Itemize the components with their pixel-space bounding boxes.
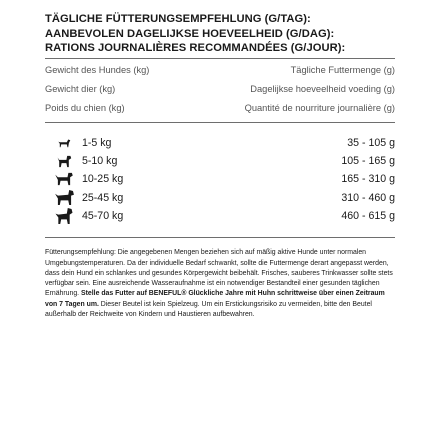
column-headers xyxy=(45,65,395,114)
daily-amount: 35 - 105 g xyxy=(347,136,395,149)
header-row-fr xyxy=(45,103,395,114)
table-row xyxy=(45,152,395,170)
safety-warning: Dieser Beutel ist kein Spielzeug. Um ein Erstickungsrisiko zu vermeiden, bitte den Beutel außerhalb der Reichweite von Kindern und Haustieren aufbewahren. xyxy=(45,300,372,318)
divider-headers xyxy=(45,122,395,123)
dog-giant-icon xyxy=(50,208,78,225)
header-row-nl xyxy=(45,84,395,95)
feeding-guide xyxy=(45,12,395,320)
weight-range: 10-25 kg xyxy=(82,173,124,186)
weight-range: 1-5 kg xyxy=(82,136,112,149)
header-weight-de: Gewicht des Hundes (kg) xyxy=(45,64,150,75)
header-row-de xyxy=(45,65,395,76)
weight-range: 45-70 kg xyxy=(82,210,124,223)
title-nl: AANBEVOLEN DAGELIJKSE HOEVEELHEID (G/DAG): xyxy=(45,27,335,40)
dog-tiny-icon xyxy=(50,138,78,148)
header-weight-nl: Gewicht dier (kg) xyxy=(45,83,116,94)
feeding-instructions xyxy=(45,248,395,320)
weight-range: 25-45 kg xyxy=(82,191,124,204)
instructions-bold: Stelle das Futter auf BENEFUL® Glückliche Jahre mit Huhn schrittweise über einen Zeitraum von 7 Tagen um. xyxy=(45,290,385,308)
feeding-titles xyxy=(45,12,395,56)
instructions-text: Fütterungsempfehlung: Die angegebenen Mengen beziehen sich auf mäßig aktive Hunde unter normalen Umgebungstemperaturen. Da der individuelle Bedarf schwankt, sollte die Futtermenge derart angepasst werden, dass dein Hund ein schlankes und gesundes Körpergewicht beibehält. Frisches, sauberes Trinkwasser sollte stets verfügbar sein. Eine ausreichende Wasseraufnahme ist ein notwendiger Bestandteil einer gesunden täglichen Ernährung. xyxy=(45,249,393,298)
header-weight-fr: Poids du chien (kg) xyxy=(45,102,125,113)
table-row xyxy=(45,134,395,152)
feeding-table xyxy=(45,134,395,226)
header-amount-nl: Dagelijkse hoeveelheid voeding (g) xyxy=(250,83,395,94)
divider-bottom xyxy=(45,237,395,238)
weight-range: 5-10 kg xyxy=(82,155,118,168)
daily-amount: 105 - 165 g xyxy=(341,155,395,168)
title-de: TÄGLICHE FÜTTERUNGSEMPFEHLUNG (G/TAG): xyxy=(45,13,311,25)
table-row xyxy=(45,170,395,188)
header-amount-fr: Quantité de nourriture journalière (g) xyxy=(244,102,395,113)
daily-amount: 165 - 310 g xyxy=(341,173,395,186)
table-row xyxy=(45,189,395,207)
table-row xyxy=(45,207,395,225)
title-fr: RATIONS JOURNALIÈRES RECOMMANDÉES (G/JOUR): xyxy=(45,42,346,54)
daily-amount: 460 - 615 g xyxy=(341,210,395,223)
daily-amount: 310 - 460 g xyxy=(341,191,395,204)
header-amount-de: Tägliche Futtermenge (g) xyxy=(290,64,395,75)
dog-large-icon xyxy=(50,190,78,206)
dog-small-icon xyxy=(50,155,78,168)
divider-top xyxy=(45,58,395,59)
dog-medium-icon xyxy=(50,172,78,186)
